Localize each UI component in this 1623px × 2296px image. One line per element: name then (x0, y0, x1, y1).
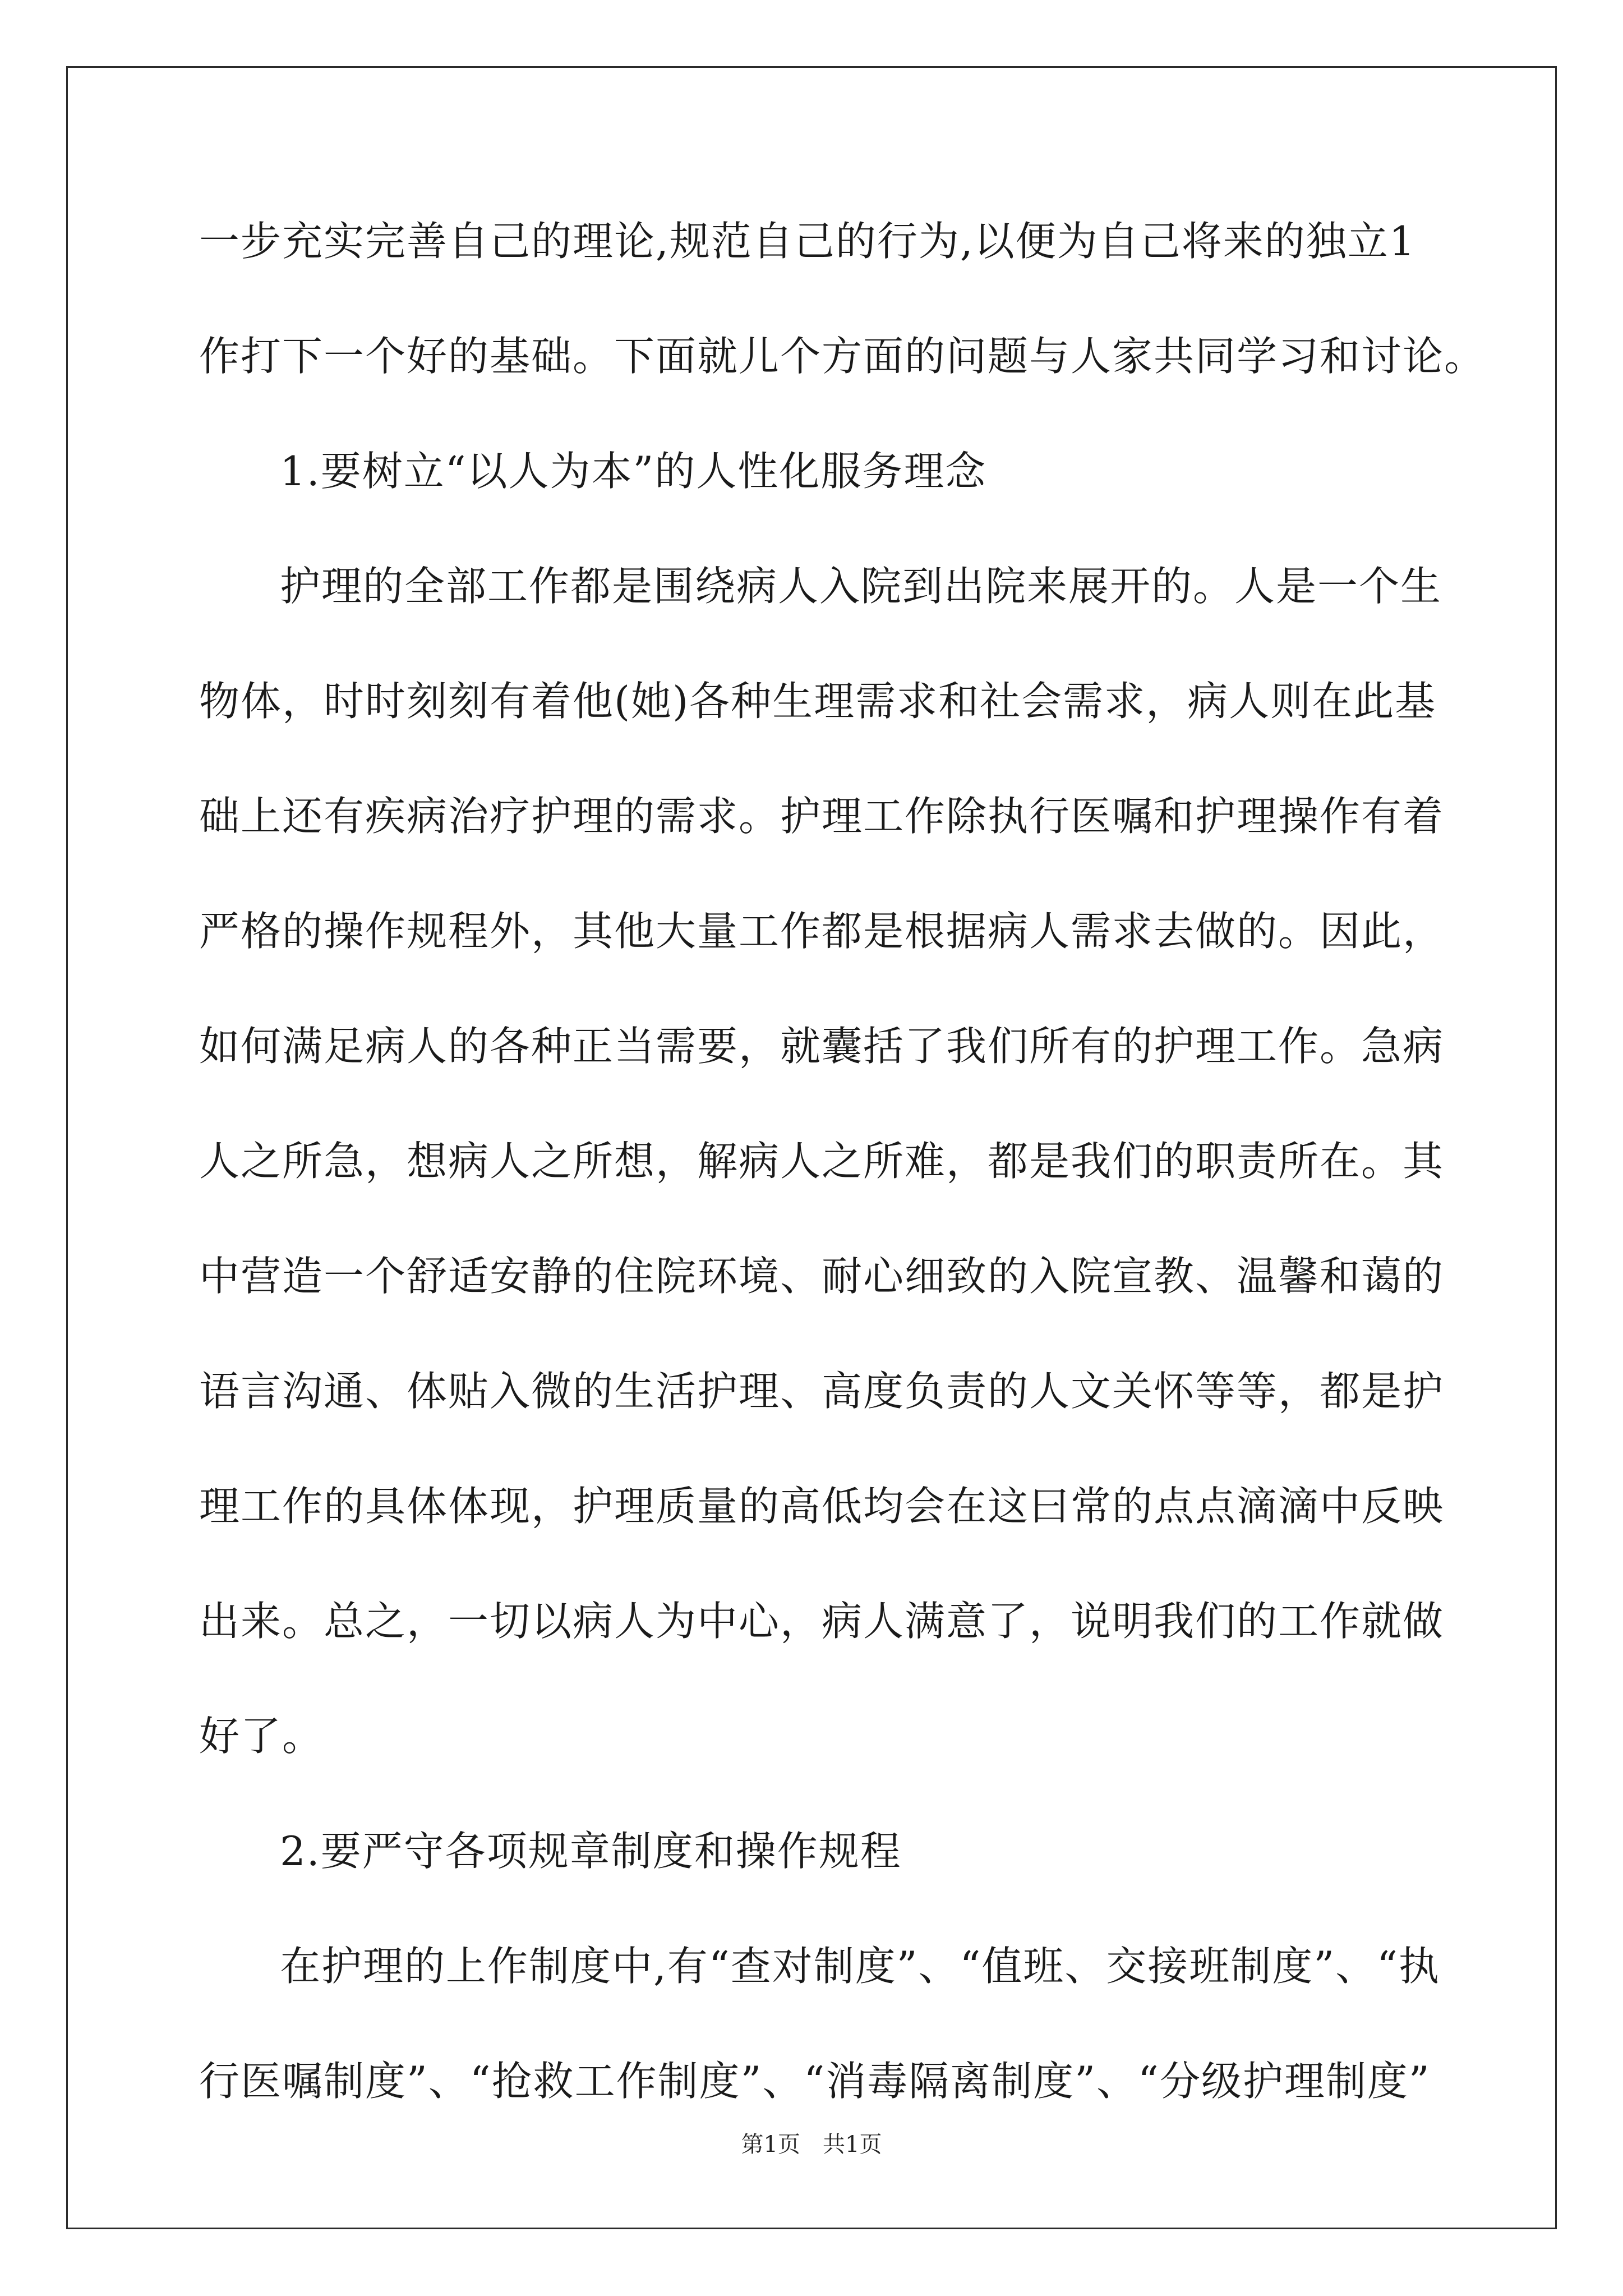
paragraph-line: 严格的操作规程外，其他大量工作都是根据病人需求去做的。因此， (199, 908, 1445, 955)
paragraph-line: 础上还有疾病治疗护理的需求。护理工作除执行医嘱和护理操作有着 (199, 793, 1445, 840)
paragraph-line: 出来。总之，一切以病人为中心，病人满意了，说明我们的工作就做 (199, 1598, 1445, 1645)
section-heading: 1.要树立“以人为本”的人性化服务理念 (280, 448, 987, 495)
paragraph-line: 物体，时时刻刻有着他(她)各种生理需求和社会需求，病人则在此基 (199, 678, 1437, 725)
text-line: 一步充实完善自己的理论,规范自己的行为,以便为自己将来的独立1 (199, 218, 1416, 265)
paragraph-line: 好了。 (199, 1713, 324, 1760)
paragraph-line: 语言沟通、体贴入微的生活护理、高度负责的人文关怀等等，都是护 (199, 1368, 1445, 1415)
page-number: 第1页 共1页 (741, 2132, 882, 2157)
paragraph-line: 理工作的具体体现，护理质量的高低均会在这曰常的点点滴滴中反映 (199, 1483, 1445, 1530)
paragraph-line: 在护理的上作制度中,有“查对制度”、“值班、交接班制度”、“执 (280, 1943, 1440, 1990)
paragraph-line: 行医嘱制度”、“抢救工作制度”、“消毒隔离制度”、“分级护理制度” (199, 2058, 1431, 2105)
paragraph-line: 人之所急，想病人之所想，解病人之所难，都是我们的职责所在。其 (199, 1138, 1445, 1185)
paragraph-line: 护理的全部工作都是围绕病人入院到出院来展开的。人是一个生 (280, 563, 1442, 610)
paragraph-line: 中营造一个舒适安静的住院环境、耐心细致的入院宣教、温馨和蔼的 (199, 1253, 1445, 1300)
text-line: 作打下一个好的基础。下面就儿个方面的问题与人家共同学习和讨论。 (199, 333, 1486, 380)
paragraph-line: 如何满足病人的各种正当需要，就囊括了我们所有的护理工作。急病 (199, 1023, 1445, 1070)
section-heading: 2.要严守各项规章制度和操作规程 (280, 1828, 902, 1875)
